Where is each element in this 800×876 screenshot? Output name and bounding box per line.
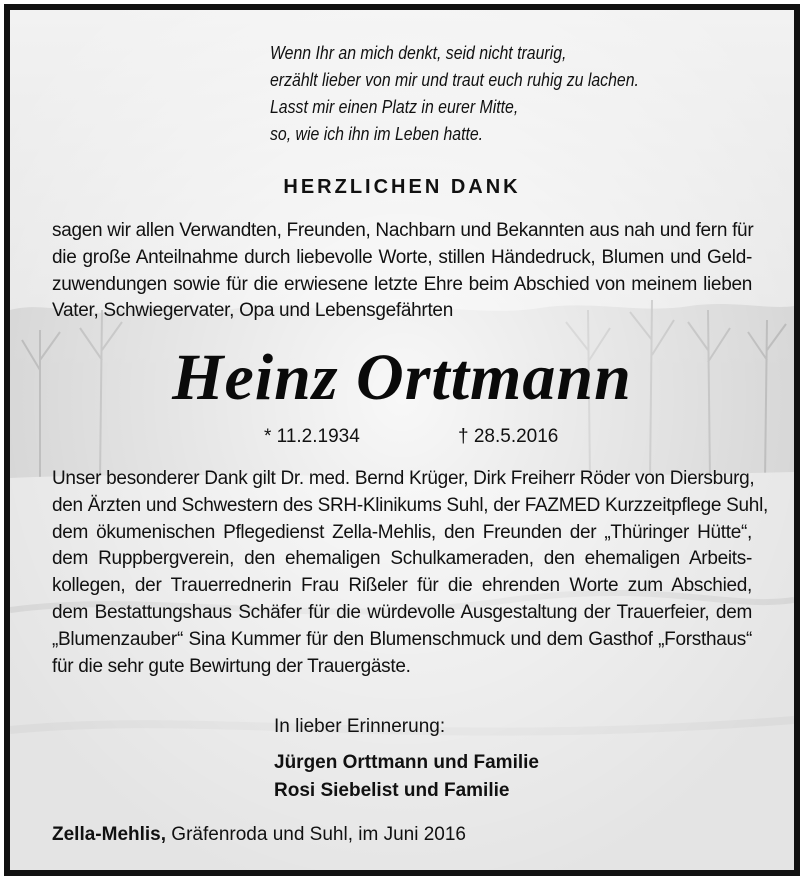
text-line: kollegen, der Trauerrednerin Frau Rißeler für die ehrenden Worte zum Abschied, [52, 575, 752, 597]
place-rest: Gräfenroda und Suhl, im Juni 2016 [166, 824, 466, 845]
deceased-name: Heinz Orttmann [172, 341, 632, 414]
text-line: dem Bestattungshaus Schäfer für die würdevolle Ausgestaltung der Trauerfeier, dem [52, 601, 752, 623]
death-date: † 28.5.2016 [458, 426, 559, 447]
text-line: den Ärzten und Schwestern des SRH-Klinikums Suhl, der FAZMED Kurzzeitpflege Suhl, [52, 494, 768, 516]
poem [270, 40, 639, 148]
special-thanks [52, 466, 768, 680]
poem-line: Lasst mir einen Platz in eurer Mitte, [270, 97, 519, 117]
place-date [52, 824, 466, 846]
text-line: für die sehr gute Bewirtung der Trauergäste. [52, 655, 411, 677]
text-line: Vater, Schwiegervater, Opa und Lebensgefährten [52, 300, 453, 322]
text-line: dem ökumenischen Pflegedienst Zella-Mehlis, den Freunden der „Thüringer Hütte“, [52, 521, 752, 543]
memory-label: In lieber Erinnerung: [274, 716, 446, 737]
family-signature: Rosi Siebelist und Familie [274, 780, 510, 801]
text-line: die große Anteilnahme durch liebevolle Worte, stillen Händedruck, Blumen und Geld- [52, 246, 752, 268]
heading: HERZLICHEN DANK [283, 176, 521, 198]
poem-line: so, wie ich ihn im Leben hatte. [270, 124, 484, 144]
poem-line: Wenn Ihr an mich denkt, seid nicht traurig, [270, 43, 567, 63]
family-signature: Jürgen Orttmann und Familie [274, 752, 539, 773]
text-line: zuwendungen sowie für die erwiesene letzte Ehre beim Abschied von meinem lieben [52, 273, 752, 295]
text-line: sagen wir allen Verwandten, Freunden, Nachbarn und Bekannten aus nah und fern für [52, 220, 754, 241]
birth-date: * 11.2.1934 [264, 426, 360, 447]
poem-line: erzählt lieber von mir und traut euch ruhig zu lachen. [270, 70, 639, 90]
thanks-intro [52, 218, 752, 325]
text-line: Unser besonderer Dank gilt Dr. med. Bernd Krüger, Dirk Freiherr Röder von Diersburg, [52, 468, 755, 489]
obituary-card [4, 4, 800, 876]
text-line: dem Ruppbergverein, den ehemaligen Schulkameraden, den ehemaligen Arbeits- [52, 548, 752, 570]
text-line: „Blumenzauber“ Sina Kummer für den Blumenschmuck und dem Gasthof „Forsthaus“ [52, 628, 752, 650]
place-bold: Zella-Mehlis, [52, 824, 167, 845]
